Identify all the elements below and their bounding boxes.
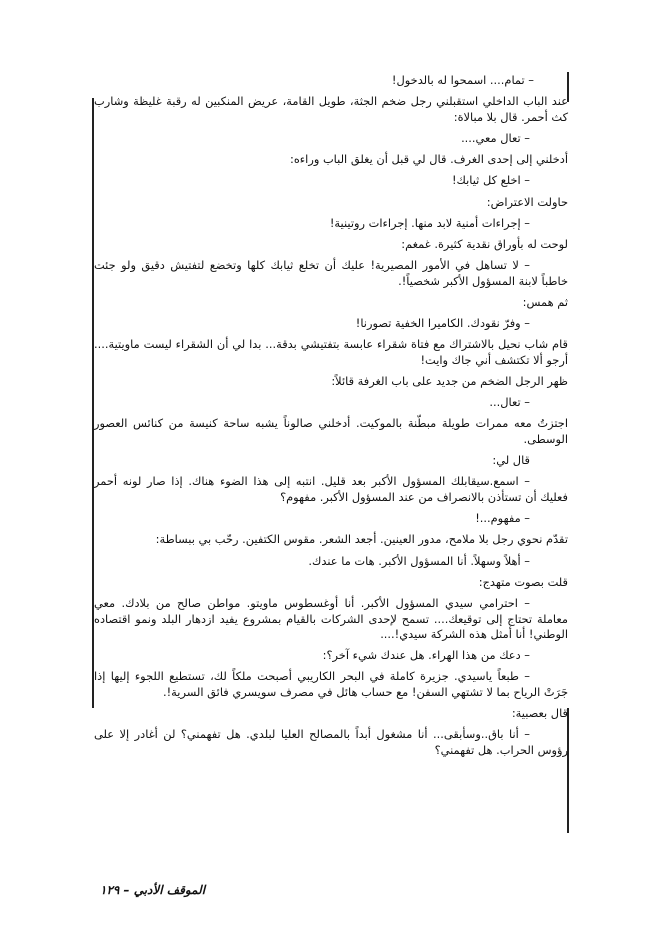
paragraph: – تمام.... اسمحوا له بالدخول! xyxy=(391,73,534,87)
paragraph: – دعك من هذا الهراء. هل عندك شيء آخر؟: xyxy=(322,648,530,663)
paragraph: لوحت له بأوراق نقدية كثيرة. غمغم: xyxy=(401,236,568,251)
paragraph: – اخلع كل ثيابك! xyxy=(451,173,530,188)
paragraph: – تعال... xyxy=(489,395,530,410)
paragraph: – طبعاً ياسيدي. جزيرة كاملة في البحر الكاريبي أصبحت ملكاً لك، تستطيع اللجوء إليها إذا جَرَتْ الرياح بما لا تشتهي السفن! مع حساب هائل في مصرف سويسري فائق السرية!. xyxy=(94,669,568,700)
paragraph: – مفهوم...! xyxy=(475,511,530,526)
page-footer: الموقف الأدبي – ١٢٩ xyxy=(100,883,206,897)
paragraph: – وفرّ نقودك. الكاميرا الخفية تصورنا! xyxy=(355,316,530,331)
paragraph: قام شاب نحيل بالاشتراك مع فتاة شقراء عابسة بتفتيشي بدقة... بدا لي أن الشقراء ليست ماويتية.... أرجو ألا تكتشف أني جاك وايت! xyxy=(94,337,568,367)
paragraph: تقدّم نحوي رجل بلا ملامح، مدور العينين. أجعد الشعر. مقوس الكتفين. رحّب بي ببساطة: xyxy=(155,532,568,547)
story-text xyxy=(94,73,568,764)
paragraph: اجتزتُ معه ممرات طويلة مبطّنة بالموكيت. أدخلني صالوناً يشبه ساحة كنيسة من كنائس العصور الوسطى. xyxy=(94,416,568,446)
paragraph: ظهر الرجل الضخم من جديد على باب الغرفة قائلاً: xyxy=(331,374,568,389)
paragraph: – إجراءات أمنية لابد منها. إجراءات روتينية! xyxy=(329,215,530,230)
paragraph: قلت بصوت متهدج: xyxy=(478,574,568,589)
paragraph: عند الباب الداخلي استقبلني رجل ضخم الجثة، طويل القامة، عريض المنكبين له رقبة غليظة وشارب كث أحمر. قال بلا مبالاة: xyxy=(94,94,568,124)
paragraph: – أنا باق..وسأبقى... أنا مشغول أبداً بالمصالح العليا لبلدي. هل تفهمني؟ لن أغادر إلا على رؤوس الحراب. هل تفهمني؟ xyxy=(94,727,568,758)
paragraph: أدخلني إلى إحدى الغرف. قال لي قبل أن يغلق الباب وراءه: xyxy=(290,152,568,167)
paragraph: قال بعصبية: xyxy=(511,706,568,721)
paragraph: قال لي: xyxy=(492,453,530,468)
paragraph: – تعال معي.... xyxy=(461,130,530,145)
paragraph: – لا تساهل في الأمور المصيرية! عليك أن تخلع ثيابك كلها وتخضع لتفتيش دقيق ولو جئت خاطباً لابنة المسؤول الأكبر شخصياً!. xyxy=(94,258,568,288)
paragraph: – احترامي سيدي المسؤول الأكبر. أنا أوغسطوس ماويتو. مواطن صالح من بلادك. معي معاملة تحتاج إلى توقيعك.... تسمح لإحدى الشركات بالقيام بمشروع يفيد ازدهار البلد ونمو اقتصاده الوطني! أنا أمثل هذه الشركة سيدي!.... xyxy=(94,595,568,642)
paragraph: – اسمع.سيقابلك المسؤول الأكبر بعد قليل. انتبه إلى هذا الضوء هناك. إذا صار لونه أحمر فعليك أن تستأذن بالانصراف من عند المسؤول الأكبر. مفهوم؟ xyxy=(94,474,568,504)
paragraph: حاولت الاعتراض: xyxy=(486,194,568,209)
paragraph: ثم همس: xyxy=(522,294,568,309)
paragraph: – أهلاً وسهلاً. أنا المسؤول الأكبر. هات ما عندك. xyxy=(308,553,530,568)
